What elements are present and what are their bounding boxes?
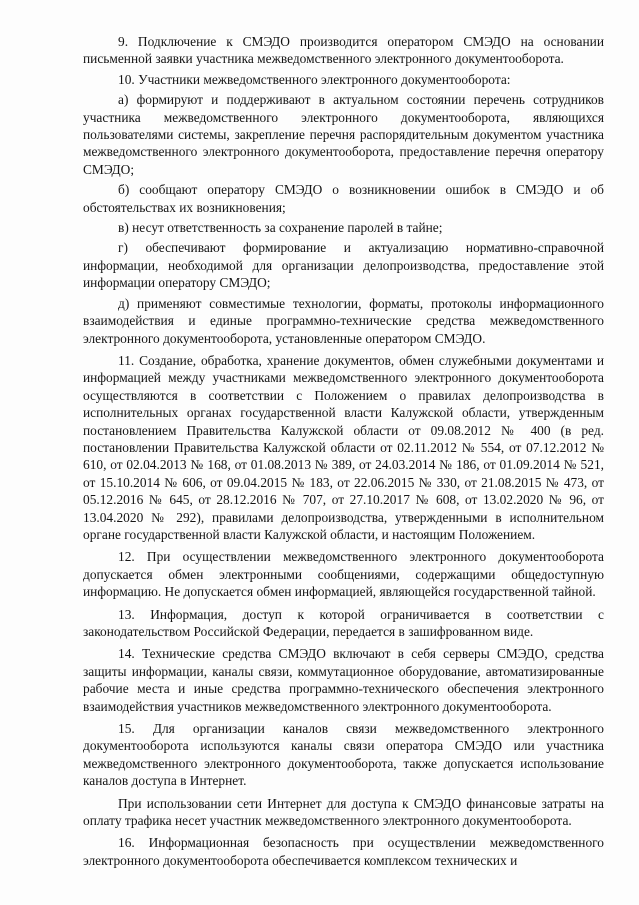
paragraph-10d: д) применяют совместимые технологии, форматы, протоколы информационного взаимодействия и единые программно-технические средства межведомственного электронного документооборота, установленные оператором СМЭДО. bbox=[83, 295, 604, 346]
paragraph-10: 10. Участники межведомственного электронного документооборота: bbox=[118, 71, 511, 87]
paragraph-14: 14. Технические средства СМЭДО включают в себя серверы СМЭДО, средства защиты информации, каналы связи, коммутационное оборудование, автоматизированные рабочие места и иные средства программно-технического обеспечения электронного взаимодействия участников межведомственного электронного документооборота. bbox=[83, 646, 604, 714]
document-body bbox=[83, 33, 604, 869]
paragraph-9: 9. Подключение к СМЭДО производится оператором СМЭДО на основании письменной заявки участника межведомственного электронного документооборота. bbox=[83, 34, 604, 67]
paragraph-15-internet: При использовании сети Интернет для доступа к СМЭДО финансовые затраты на оплату трафика несет участник межведомственного электронного документооборота. bbox=[83, 795, 604, 829]
paragraph-10a: а) формируют и поддерживают в актуальном состоянии перечень сотрудников участника межведомственного электронного документооборота, являющихся пользователями системы, закрепление перечня распорядительным документом участника межведомственного электронного документооборота, предоставление перечня оператору СМЭДО; bbox=[83, 92, 604, 177]
paragraph-13: 13. Информация, доступ к которой ограничивается в соответствии с законодательством Российской Федерации, передается в зашифрованном виде. bbox=[83, 606, 604, 639]
paragraph-11: 11. Создание, обработка, хранение документов, обмен служебными документами и информацией между участниками межведомственного электронного документооборота осуществляются в соответствии с Положением о правилах делопроизводства в исполнительных органах государственной власти Калужской области, утвержденным постановлением Правительства Калужской области от 09.08.2012 № 400 (в ред. постановлении Правительства Калужской области от 02.11.2012 № 554, от 07.12.2012 № 610, от 02.04.2013 № 168, от 01.08.2013 № 389, от 24.03.2014 № 186, от 01.09.2014 № 521, от 15.10.2014 № 606, от 09.04.2015 № 183, от 22.06.2015 № 330, от 21.08.2015 № 473, от 05.12.2016 № 645, от 28.12.2016 № 707, от 27.10.2017 № 608, от 13.02.2020 № 96, от 13.04.2020 № 292), правилами делопроизводства, утвержденными в исполнительном органе государственной власти Калужской области, и настоящим Положением. bbox=[83, 352, 604, 542]
paragraph-10b: б) сообщают оператору СМЭДО о возникновении ошибок в СМЭДО и об обстоятельствах их возникновения; bbox=[83, 182, 604, 215]
paragraph-10v: в) несут ответственность за сохранение паролей в тайне; bbox=[118, 220, 443, 236]
paragraph-15: 15. Для организации каналов связи межведомственного электронного документооборота используются каналы связи оператора СМЭДО или участника межведомственного электронного документооборота, также допускается использование каналов доступа в Интернет. bbox=[83, 721, 604, 789]
paragraph-10g: г) обеспечивают формирование и актуализацию нормативно-справочной информации, необходимой для организации делопроизводства, предоставление этой информации оператору СМЭДО; bbox=[83, 240, 604, 291]
paragraph-16: 16. Информационная безопасность при осуществлении межведомственного электронного документооборота обеспечивается комплексом технических и bbox=[83, 835, 604, 868]
paragraph-12: 12. При осуществлении межведомственного электронного документооборота допускается обмен электронными сообщениями, содержащими общедоступную информацию. Не допускается обмен информацией, являющейся государственной тайной. bbox=[83, 549, 604, 600]
